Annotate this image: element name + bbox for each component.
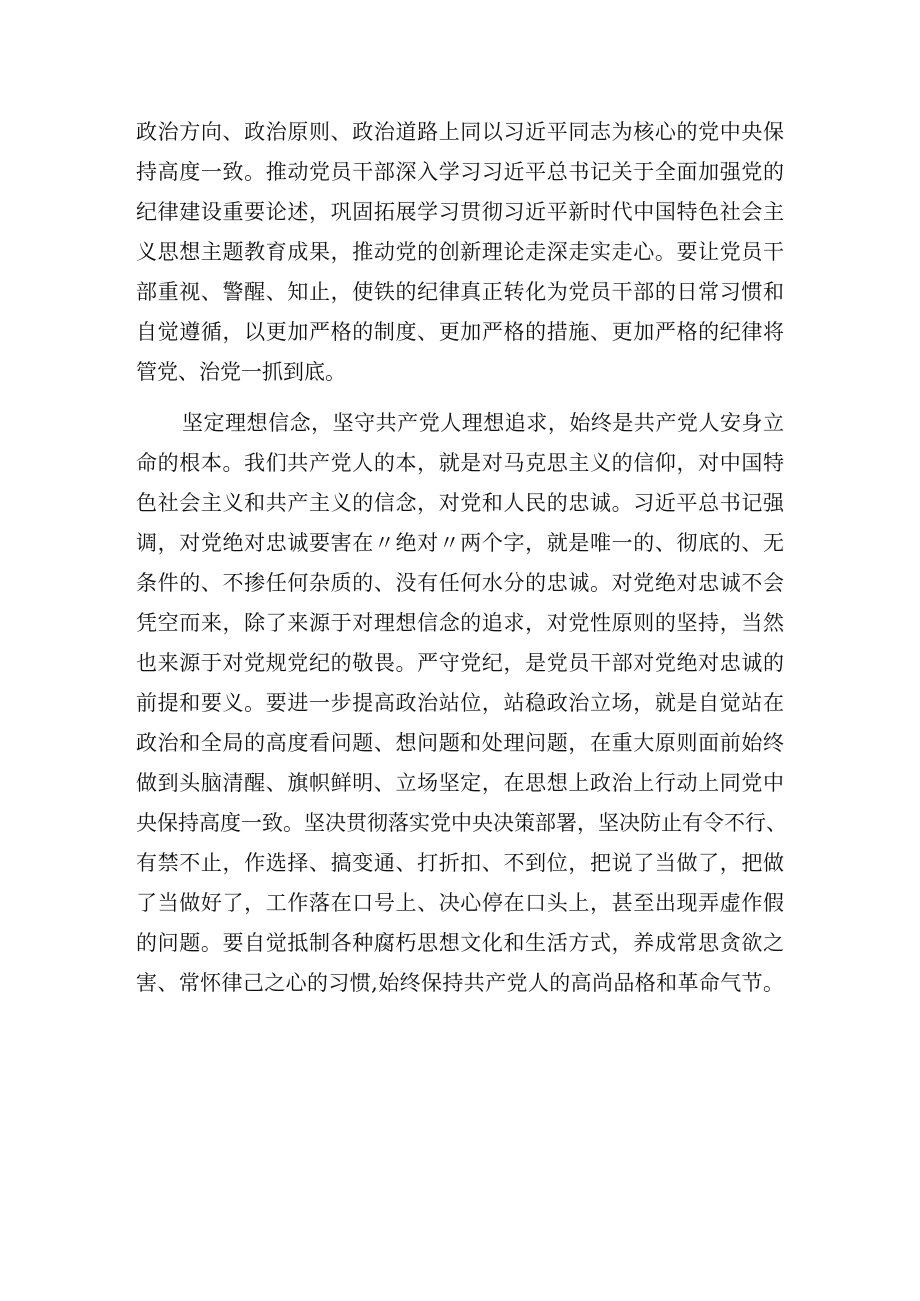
text-line: 管党、治党一抓到底。	[136, 360, 346, 384]
text-line: 有禁不止，作选择、搞变通、打折扣、不到位，把说了当做了，把做	[136, 851, 784, 875]
paragraph-gap	[136, 392, 796, 403]
text-line: 政治方向、政治原则、政治道路上同以习近平同志为核心的党中央保	[136, 120, 784, 144]
text-line: 做到头脑清醒、旗帜鲜明、立场坚定，在思想上政治上行动上同党中	[136, 771, 784, 795]
paragraph-2	[136, 403, 796, 1003]
text-line: 前提和要义。要进一步提高政治站位，站稳政治立场，就是自觉站在	[136, 691, 784, 715]
text-line: 政治和全局的高度看问题、想问题和处理问题，在重大原则面前始终	[136, 731, 784, 755]
text-line: 部重视、警醒、知止，使铁的纪律真正转化为党员干部的日常习惯和	[136, 280, 784, 304]
text-line: 坚定理想信念，坚守共产党人理想追求，始终是共产党人安身立	[182, 411, 784, 435]
text-line: 也来源于对党规党纪的敬畏。严守党纪，是党员干部对党绝对忠诚的	[136, 651, 784, 675]
text-line: 害、常怀律己之心的习惯,始终保持共产党人的高尚品格和革命气节。	[136, 971, 784, 995]
text-line: 了当做好了，工作落在口号上、决心停在口头上，甚至出现弄虚作假	[136, 891, 784, 915]
text-line: 色社会主义和共产主义的信念，对党和人民的忠诚。习近平总书记强	[136, 491, 784, 515]
text-line: 自觉遵循，以更加严格的制度、更加严格的措施、更加严格的纪律将	[136, 320, 784, 344]
document-body	[136, 112, 796, 1003]
text-line: 凭空而来，除了来源于对理想信念的追求，对党性原则的坚持，当然	[136, 611, 784, 635]
text-line: 义思想主题教育成果，推动党的创新理论走深走实走心。要让党员干	[136, 240, 784, 264]
text-line: 调，对党绝对忠诚要害在〃绝对〃两个字，就是唯一的、彻底的、无	[136, 531, 784, 555]
text-line: 央保持高度一致。坚决贯彻落实党中央决策部署，坚决防止有令不行、	[136, 811, 787, 835]
paragraph-1	[136, 112, 796, 392]
text-line: 持高度一致。推动党员干部深入学习习近平总书记关于全面加强党的	[136, 160, 784, 184]
text-line: 的问题。要自觉抵制各种腐朽思想文化和生活方式，养成常思贪欲之	[136, 931, 784, 955]
text-line: 条件的、不掺任何杂质的、没有任何水分的忠诚。对党绝对忠诚不会	[136, 571, 784, 595]
text-line: 纪律建设重要论述，巩固拓展学习贯彻习近平新时代中国特色社会主	[136, 200, 784, 224]
text-line: 命的根本。我们共产党人的本，就是对马克思主义的信仰，对中国特	[136, 451, 784, 475]
